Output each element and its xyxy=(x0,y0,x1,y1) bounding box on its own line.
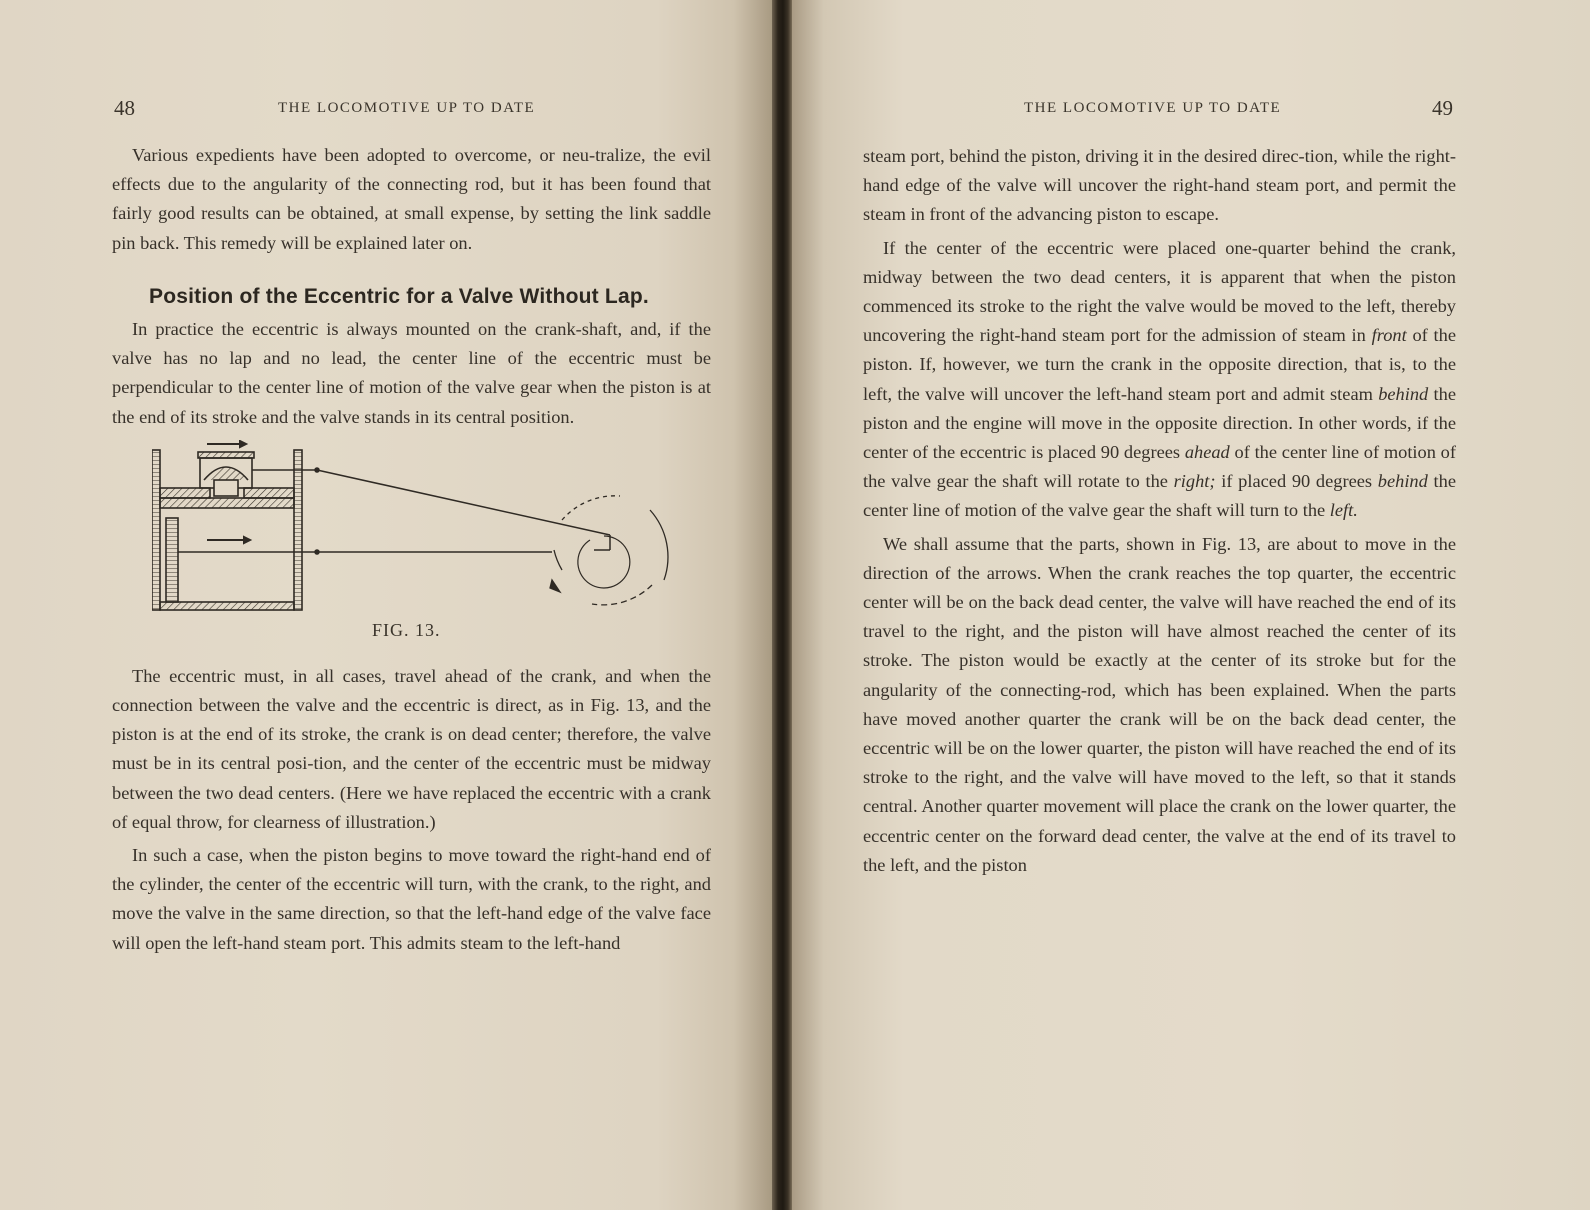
right-text-block xyxy=(863,142,1456,884)
cylinder xyxy=(152,450,302,610)
right-paragraph-3: We shall assume that the parts, shown in Fig. 13, are about to move in the direction of the arrows. When the crank reaches the top quarter, the eccentric center will be on the back dead center, the valve will have reached the end of its travel to the right, and the piston will have almost reached the center of its stroke. The piston would be exactly at the center of its stroke but for the angularity of the connecting-rod, which has been explained. When the parts have moved another quarter the crank will be on the back dead center, the eccentric will be on the lower quarter, the piston will have reached the end of its stroke to the right, and the valve will have moved to the left, so that it stands central. Another quarter movement will place the crank on the lower quarter, the eccentric center on the forward dead center, the valve at the end of its travel to the left, and the piston xyxy=(863,533,1456,875)
connecting-rods xyxy=(178,468,610,554)
right-paragraph-2-part-c: the piston and the engine will move in the opposite direction. In other words, if the center of the eccentric is placed 90 degrees xyxy=(863,383,1456,463)
italic-right: right; xyxy=(1173,471,1216,492)
left-text-block xyxy=(112,141,711,962)
left-paragraph-2: In practice the eccentric is always mounted on the crank-shaft, and, if the valve has no lap and no lead, the center line of the eccentric must be perpendicular to the center line of motion of the valve gear when the piston is at the end of its stroke and the valve stands in its central position. xyxy=(112,319,711,427)
right-page xyxy=(792,0,1590,1210)
left-paragraph-1: Various expedients have been adopted to overcome, or neu-tralize, the evil effects due to the angularity of the connecting rod, but it has been found that fairly good results can be obtained, at small expense, by setting the link saddle pin back. This remedy will be explained later on. xyxy=(112,145,711,253)
right-paragraph-2-part-b: of the piston. If, however, we turn the crank in the opposite direction, that is, to the left, the valve will uncover the left-hand steam port and admit steam xyxy=(863,325,1457,404)
left-paragraph-4: In such a case, when the piston begins to move toward the right-hand end of the cylinder, the center of the eccentric will turn, with the crank, to the right, and move the valve in the same direction, so that the left-hand edge of the valve face will open the left-hand steam port. This admits steam to the left-hand xyxy=(112,845,711,953)
figure-caption: FIG. 13. xyxy=(372,619,441,640)
page-number-left: 48 xyxy=(114,96,135,120)
italic-front: front xyxy=(1371,325,1407,346)
italic-ahead: ahead xyxy=(1184,442,1230,463)
valve-gear-diagram xyxy=(152,440,692,618)
running-head-left: THE LOCOMOTIVE UP TO DATE xyxy=(278,100,536,116)
figure-13 xyxy=(112,436,711,662)
section-heading: Position of the Eccentric for a Valve Without Lap. xyxy=(149,284,649,308)
left-paragraph-3: The eccentric must, in all cases, travel ahead of the crank, and when the connection between the valve and the eccentric is direct, as in Fig. 13, and the piston is at the end of its stroke, the crank is on dead center; therefore, the valve must be in its central posi-tion, and the center of the eccentric must be midway between the two dead centers. (Here we have replaced the eccentric with a crank of equal throw, for clearness of illustration.) xyxy=(112,665,711,832)
right-paragraph-2-part-d: of the center line of motion of the valve gear the shaft will rotate to the xyxy=(863,442,1456,492)
book-gutter xyxy=(772,0,792,1210)
italic-left: left. xyxy=(1329,500,1358,521)
running-head-right: THE LOCOMOTIVE UP TO DATE xyxy=(1024,100,1282,116)
right-paragraph-2 xyxy=(863,234,1456,526)
right-paragraph-2-part-f: the center line of motion of the valve gear the shaft will turn to the xyxy=(863,471,1456,521)
italic-behind-2: behind xyxy=(1377,471,1428,492)
page-number-right: 49 xyxy=(1432,96,1453,120)
italic-behind: behind xyxy=(1378,383,1429,404)
right-paragraph-2-part-a: If the center of the eccentric were placed one-quarter behind the crank, midway between the two dead centers, it is apparent that when the piston commenced its stroke to the right the valve would be moved to the left, thereby uncovering the right-hand steam port for the admission of steam in xyxy=(863,237,1456,346)
left-page xyxy=(0,0,772,1210)
right-paragraph-2-part-e: if placed 90 degrees xyxy=(1215,471,1378,492)
right-paragraph-1: steam port, behind the piston, driving it in the desired direc-tion, while the right-hand edge of the valve will uncover the right-hand steam port, and permit the steam in front of the advancing piston to escape. xyxy=(863,146,1456,225)
